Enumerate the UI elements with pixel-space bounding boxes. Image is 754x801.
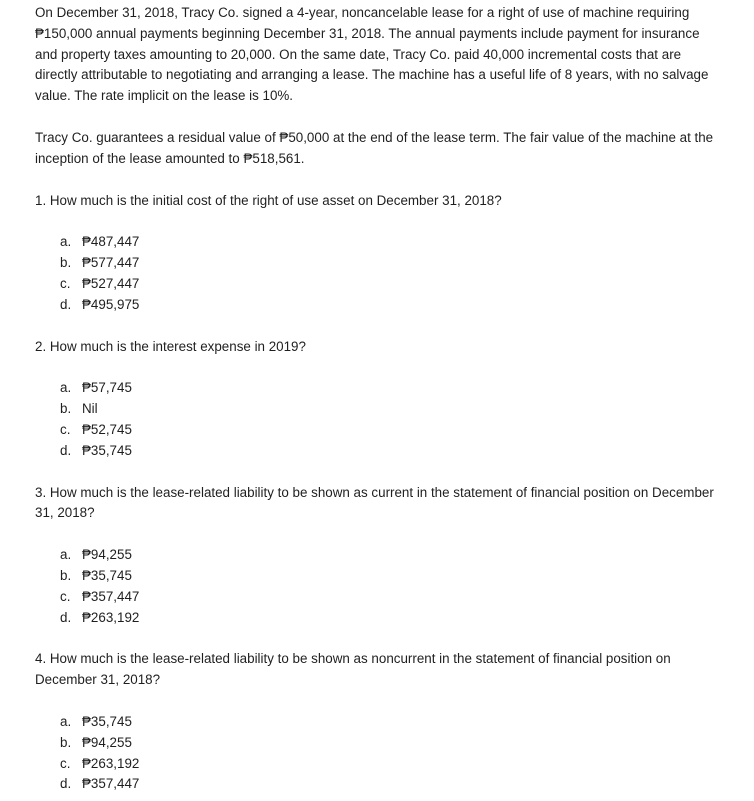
question-2-options [35, 378, 754, 461]
option-value: ₱94,255 [82, 734, 132, 750]
option-letter: c. [60, 588, 71, 604]
option-letter: a. [60, 547, 72, 563]
option-letter: c. [60, 421, 71, 437]
question-1-options [35, 232, 754, 315]
option-value: ₱94,255 [82, 547, 132, 563]
option-letter: a. [60, 234, 72, 250]
intro-paragraph-1: On December 31, 2018, Tracy Co. signed a 4-year, noncancelable lease for a right of use of machine requiring ₱150,000 annual payments beginning December 31, 2018. The annual payments include payment for insurance and property taxes amounting to 20,000. On the same date, Tracy Co. paid 40,000 incremental costs that are directly attributable to negotiating and arranging a lease. The machine has a useful life of 8 years, with no salvage value. The rate implicit on the lease is 10%. [35, 5, 709, 104]
option-letter: b. [60, 734, 72, 750]
question-4-text: 4. How much is the lease-related liability to be shown as noncurrent in the statement of financial position on December 31, 2018? [35, 651, 671, 688]
question-3-text: 3. How much is the lease-related liability to be shown as current in the statement of financial position on December 31, 2018? [35, 484, 714, 521]
option-value: ₱527,447 [82, 275, 140, 291]
option-value: ₱263,192 [82, 755, 140, 771]
question-3-option-b [60, 566, 754, 587]
option-value: ₱357,447 [82, 776, 140, 792]
question-3-option-d [60, 608, 754, 629]
option-value: ₱357,447 [82, 588, 140, 604]
option-value: ₱35,745 [82, 567, 132, 583]
option-letter: d. [60, 609, 72, 625]
question-2-option-c [60, 420, 754, 441]
question-1-option-b [60, 253, 754, 274]
option-letter: b. [60, 255, 72, 271]
option-letter: c. [60, 755, 71, 771]
option-value: ₱495,975 [82, 296, 140, 312]
question-4 [35, 649, 754, 795]
question-2 [35, 337, 754, 462]
question-2-text: 2. How much is the interest expense in 2019? [35, 338, 306, 354]
question-1-option-d [60, 295, 754, 316]
question-4-option-a [60, 712, 754, 733]
option-value: ₱35,745 [82, 713, 132, 729]
option-letter: a. [60, 713, 72, 729]
option-value: ₱577,447 [82, 255, 140, 271]
question-4-option-c [60, 754, 754, 775]
option-letter: d. [60, 442, 72, 458]
question-2-option-a [60, 378, 754, 399]
question-1-text: 1. How much is the initial cost of the right of use asset on December 31, 2018? [35, 192, 502, 208]
option-value: ₱35,745 [82, 442, 132, 458]
option-letter: b. [60, 401, 72, 417]
question-3 [35, 483, 754, 629]
question-4-option-d [60, 774, 754, 795]
question-1 [35, 191, 754, 316]
intro-paragraph-2: Tracy Co. guarantees a residual value of ₱50,000 at the end of the lease term. The fair value of the machine at the inception of the lease amounted to ₱518,561. [35, 129, 714, 166]
option-value: ₱263,192 [82, 609, 140, 625]
option-letter: d. [60, 296, 72, 312]
option-letter: b. [60, 567, 72, 583]
option-letter: a. [60, 380, 72, 396]
option-value: Nil [82, 401, 98, 417]
question-4-options [35, 712, 754, 795]
question-3-options [35, 545, 754, 628]
question-2-option-d [60, 441, 754, 462]
option-value: ₱487,447 [82, 234, 140, 250]
option-letter: d. [60, 776, 72, 792]
question-1-option-a [60, 232, 754, 253]
question-3-option-a [60, 545, 754, 566]
option-letter: c. [60, 275, 71, 291]
option-value: ₱52,745 [82, 421, 132, 437]
option-value: ₱57,745 [82, 380, 132, 396]
question-1-option-c [60, 274, 754, 295]
question-2-option-b [60, 399, 754, 420]
question-3-option-c [60, 587, 754, 608]
question-4-option-b [60, 733, 754, 754]
